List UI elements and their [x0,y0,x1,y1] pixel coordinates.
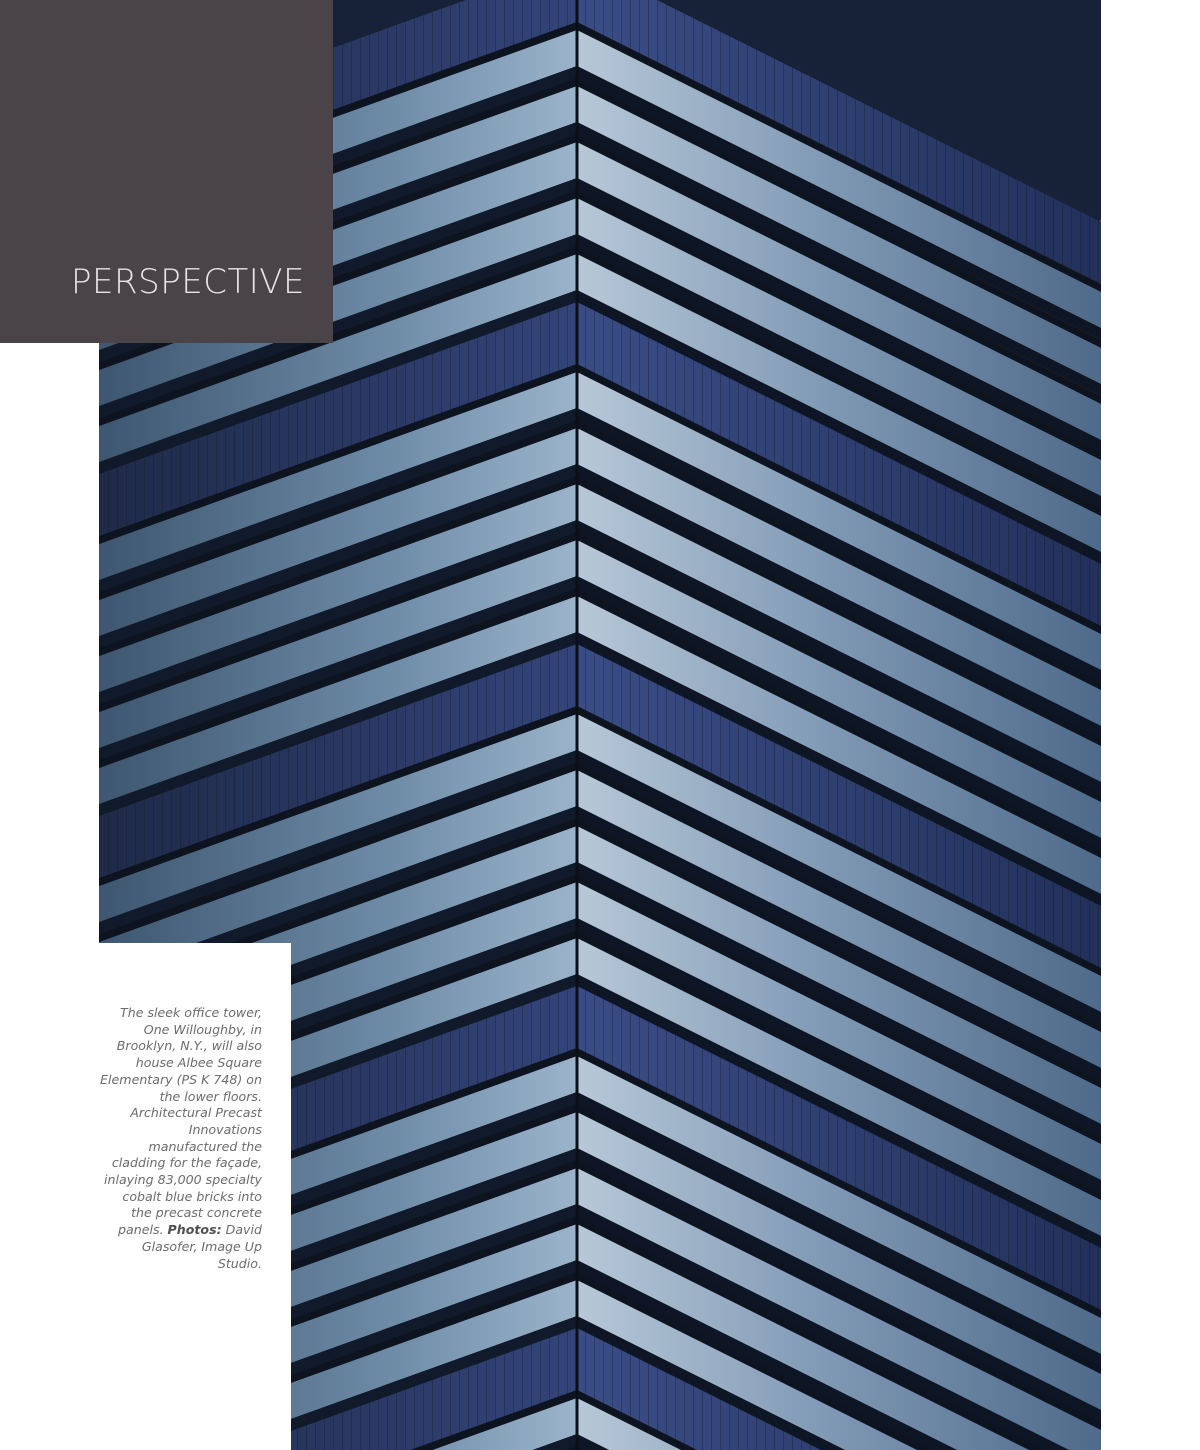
photo-credit-label: Photos: [167,1222,222,1238]
photo-caption [100,1005,262,1272]
caption-text: The sleek office tower, One Willoughby, in Brooklyn, N.Y., will also house Albee Square Elementary (PS K 748) on the lower floors. Architectural Precast Innovations manufactured the cladding for the façade, inlaying 83,000 specialty cobalt blue bricks into the precast concrete panels. [100,1005,262,1238]
section-title: PERSPECTIVE [71,262,305,302]
photo-credit-text: David Glasofer, Image Up Studio. [141,1222,262,1271]
section-header-box [0,0,333,343]
